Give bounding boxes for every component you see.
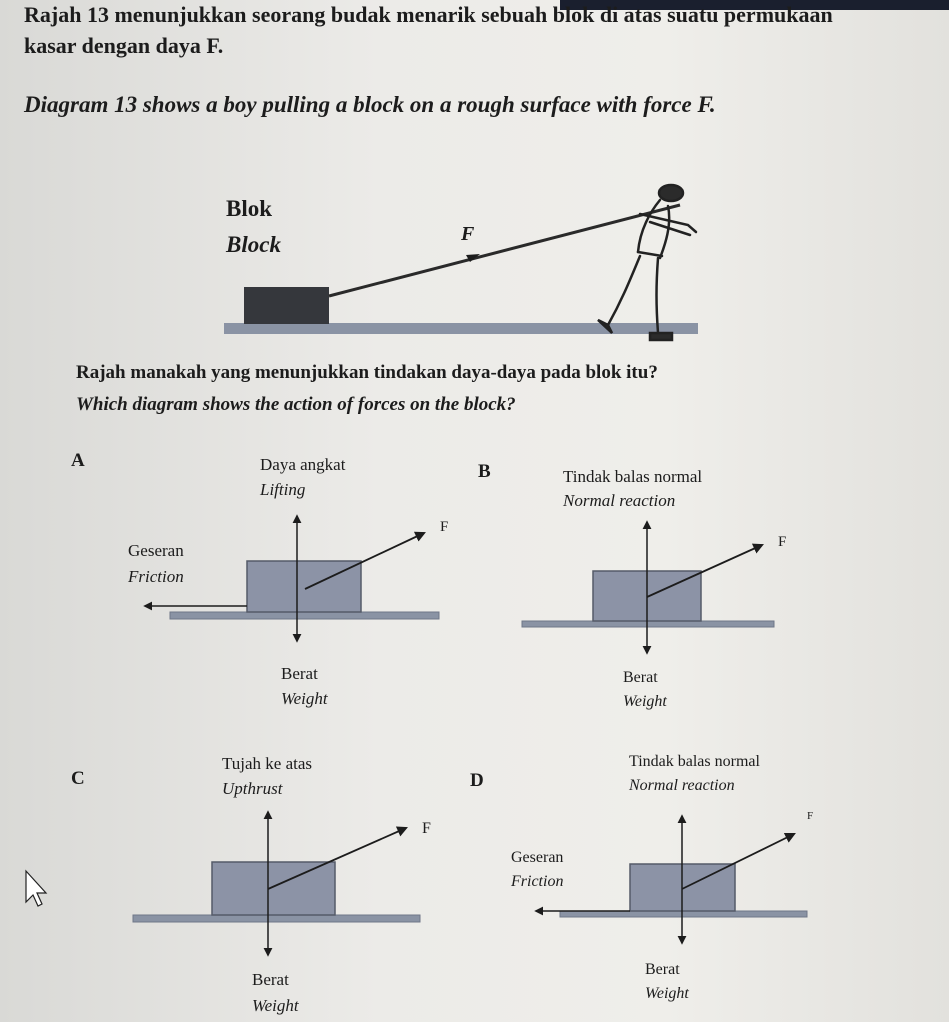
option-a-bottom-en: Weight	[281, 689, 328, 708]
option-d-side-ms: Geseran	[511, 849, 564, 866]
prompt-en: Which diagram shows the action of forces on the block?	[76, 394, 516, 415]
question-line-1-ms: Rajah 13 menunjukkan seorang budak menarik sebuah blok di atas suatu permukaan	[24, 2, 833, 27]
option-b-diagram	[522, 522, 774, 653]
option-c-bottom-ms: Berat	[252, 970, 289, 989]
option-c-force-arrow	[268, 828, 406, 889]
block-label-ms: Blok	[226, 196, 273, 221]
option-b-bottom-en: Weight	[623, 693, 667, 710]
option-d-top-en: Normal reaction	[629, 777, 735, 794]
option-b-surface	[522, 621, 774, 627]
mouse-cursor-icon	[26, 871, 46, 906]
option-d-side-en: Friction	[511, 873, 564, 890]
option-c-diagram	[133, 812, 420, 955]
option-a-side-en: Friction	[128, 567, 184, 586]
option-c-top-ms: Tujah ke atas	[222, 754, 313, 773]
option-a-surface	[170, 612, 439, 619]
question-line-en: Diagram 13 shows a boy pulling a block on a rough surface with force F.	[24, 92, 716, 117]
option-a-side-ms: Geseran	[128, 541, 184, 560]
option-a-force: F	[440, 519, 449, 535]
option-a-letter: A	[71, 450, 85, 471]
option-d-diagram	[536, 816, 807, 943]
prompt-ms: Rajah manakah yang menunjukkan tindakan daya-daya pada blok itu?	[76, 362, 658, 383]
option-c-bottom-en: Weight	[252, 996, 299, 1015]
option-c-force: F	[422, 820, 431, 837]
option-b-top-ms: Tindak balas normal	[563, 467, 703, 486]
option-c-letter: C	[71, 768, 85, 789]
option-c-top-en: Upthrust	[222, 779, 283, 798]
main-force-label: F	[461, 223, 475, 245]
option-a-diagram	[145, 516, 439, 641]
option-d-bottom-en: Weight	[645, 985, 689, 1002]
option-d-force: F	[807, 810, 814, 822]
option-b-letter: B	[478, 461, 491, 482]
block-label-en: Block	[226, 232, 281, 257]
option-d-bottom-ms: Berat	[645, 961, 680, 978]
option-a-top-en: Lifting	[260, 480, 306, 499]
option-b-force: F	[778, 534, 787, 550]
option-a-top-ms: Daya angkat	[260, 455, 346, 474]
option-d-letter: D	[470, 770, 484, 791]
option-d-top-ms: Tindak balas normal	[629, 753, 760, 770]
option-d-surface	[560, 911, 807, 917]
option-a-block	[247, 561, 361, 612]
option-c-surface	[133, 915, 420, 922]
question-line-2-ms: kasar dengan daya F.	[24, 33, 224, 58]
option-b-bottom-ms: Berat	[623, 669, 658, 686]
option-a-bottom-ms: Berat	[281, 664, 318, 683]
option-b-top-en: Normal reaction	[563, 491, 676, 510]
option-d-force-arrow	[682, 834, 794, 889]
option-c-block	[212, 862, 335, 915]
